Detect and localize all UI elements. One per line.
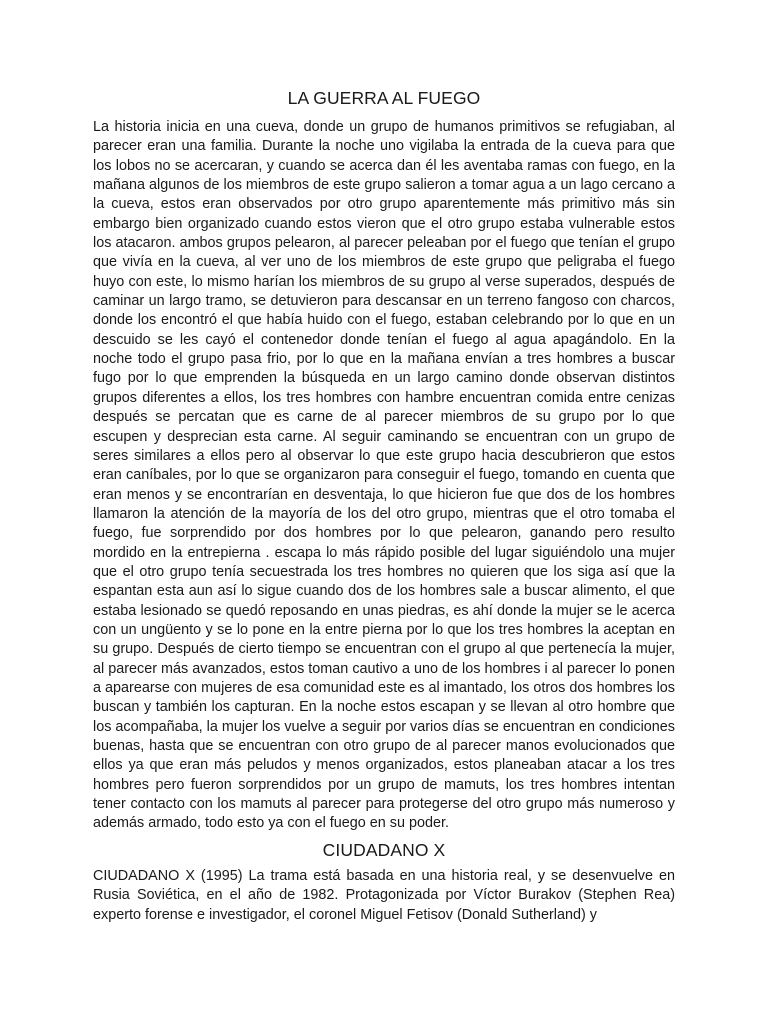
section-body-la-guerra-al-fuego: La historia inicia en una cueva, donde un grupo de humanos primitivos se refugiaban, al parecer eran una familia. Durante la noche uno vigilaba la entrada de la cueva para que los lobos no se acercaran, y cuando se acerca dan él les aventaba ramas con fuego, en la mañana algunos de los miembros de este grupo salieron a tomar agua a un lago cercano a la cueva, estos eran observados por otro grupo aparentemente más primitivo más sin embargo bien organizado cuando estos vieron que el otro grupo estaba vulnerable estos los atacaron. ambos grupos pelearon, al parecer peleaban por el fuego que tenían el grupo que vivía en la cueva, al ver uno de los miembros de este grupo que peligraba el fuego huyo con este, lo mismo harían los miembros de su grupo al verse superados, después de caminar un largo tramo, se detuvieron para descansar en un terreno fangoso con charcos, donde los encontró el que había huido con el fuego, estaban celebrando por lo que en un descuido se les cayó el contenedor donde tenían el fuego al agua apagándolo. En la noche todo el grupo pasa frio, por lo que en la mañana envían a tres hombres a buscar fugo por lo que emprenden la búsqueda en un largo camino donde observan distintos grupos diferentes a ellos, los tres hombres con hambre encuentran comida entre cenizas después se percatan que es carne de al parecer miembros de su grupo por lo que escupen y desprecian esta carne. Al seguir caminando se encuentran con un grupo de seres similares a ellos pero al observar lo que este grupo hacia descubrieron que estos eran caníbales, por lo que se organizaron para conseguir el fuego, tomando en cuenta que eran menos y se encontrarían en desventaja, lo que hicieron fue que dos de los hombres llamaron la atención de la mayoría de los del otro grupo, mientras que el otro tomaba el fuego, fue sorprendido por dos hombres por lo que pelearon, ganando pero resulto mordido en la entrepierna . escapa lo más rápido posible del lugar siguiéndolo una mujer que el otro grupo tenía secuestrada los tres hombres no quieren que los siga así que la espantan esta aun así lo sigue cuando dos de los hombres sale a buscar alimento, el que estaba lesionado se quedó reposando en unas piedras, es ahí donde la mujer se le acerca con un ungüento y se lo pone en la entre pierna por lo que los tres hombres la aceptan en su grupo. Después de cierto tiempo se encuentran con el grupo al que pertenecía la mujer, al parecer más avanzados, estos toman cautivo a uno de los hombres i al parecer lo ponen a aparearse con mujeres de esa comunidad este es al imantado, los otros dos hombres los buscan y también los capturan. En la noche estos escapan y se llevan al otro hombre que los acompañaba, la mujer los vuelve a seguir por varios días se encuentran en condiciones buenas, hasta que se encuentran con otro grupo de al parecer manos evolucionados que ellos ya que eran más peludos y menos organizados, estos planeaban atacar a los tres hombres pero fueron sorprendidos por un grupo de mamuts, los tres hombres intentan tener contacto con los mamuts al parecer para protegerse del otro grupo más numeroso y además armado, todo esto ya con el fuego en su poder. <box>93 119 675 832</box>
section-title-ciudadano-x: CIUDADANO X <box>322 840 446 860</box>
section-body-ciudadano-x: CIUDADANO X (1995) La trama está basada en una historia real, y se desenvuelve en Rusia Soviética, en el año de 1982. Protagonizada por Víctor Burakov (Stephen Rea) experto forense e investigador, el coronel Miguel Fetisov (Donald Sutherland) y <box>93 868 675 923</box>
section-title-la-guerra-al-fuego: LA GUERRA AL FUEGO <box>287 88 481 108</box>
